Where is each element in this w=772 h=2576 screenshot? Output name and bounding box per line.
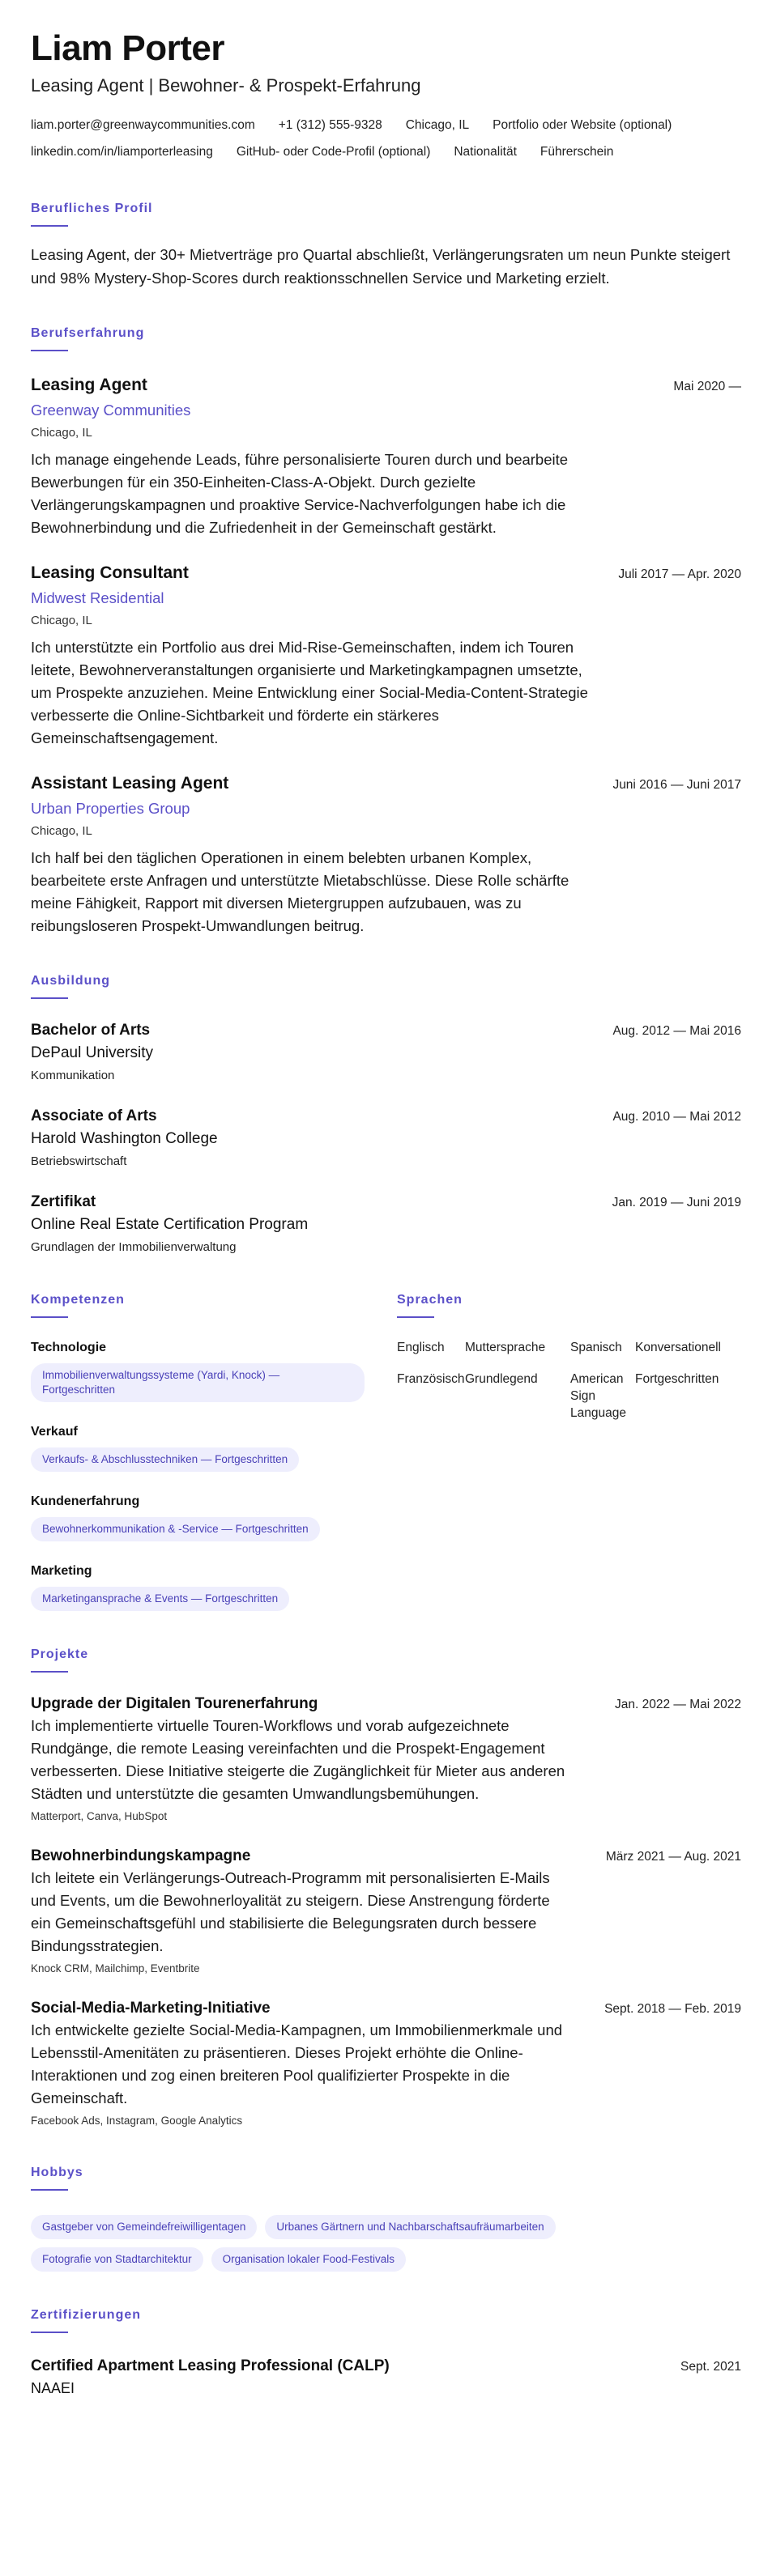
- skill-group: [31, 1423, 397, 1472]
- section-title-projects: Projekte: [31, 1647, 89, 1661]
- job-company: Midwest Residential: [31, 589, 164, 606]
- contact-nationality: Nationalität: [454, 145, 517, 159]
- candidate-headline: Leasing Agent | Bewohner- & Prospekt-Erfahrung: [31, 75, 421, 96]
- skill-group: [31, 1562, 397, 1611]
- languages-section: [397, 1292, 741, 1611]
- section-title-hobbies: Hobbys: [31, 2166, 83, 2179]
- hobby-pill: Organisation lokaler Food-Festivals: [211, 2247, 406, 2272]
- language-name: Französisch: [397, 1372, 465, 1386]
- hobby-list: [31, 2207, 646, 2272]
- section-divider: [31, 1671, 68, 1673]
- hobbies-section: [31, 2165, 741, 2272]
- skill-category: Verkauf: [31, 1425, 78, 1439]
- education-entry: [31, 1192, 741, 1256]
- skill-category: Marketing: [31, 1564, 92, 1578]
- contact-linkedin[interactable]: linkedin.com/in/liamporterleasing: [31, 145, 213, 159]
- job-location: Chicago, IL: [31, 824, 92, 838]
- job-dates: Mai 2020 —: [673, 380, 741, 393]
- job-entry: [31, 562, 741, 750]
- hobby-pill: Urbanes Gärtnern und Nachbarschaftsaufräumarbeiten: [265, 2215, 555, 2239]
- language-level: Fortgeschritten: [635, 1372, 719, 1386]
- education-section: [31, 973, 741, 1256]
- section-divider: [31, 997, 68, 999]
- project-entry: [31, 1998, 741, 2129]
- education-degree: Zertifikat: [31, 1193, 96, 1210]
- skills-languages-row: [31, 1292, 741, 1611]
- skill-category: Technologie: [31, 1341, 107, 1354]
- language-name: Spanisch: [570, 1341, 622, 1354]
- language-level: Grundlegend: [465, 1372, 538, 1386]
- contact-github[interactable]: GitHub- oder Code-Profil (optional): [236, 145, 431, 159]
- education-field: Grundlagen der Immobilienverwaltung: [31, 1240, 237, 1254]
- project-entry: [31, 1846, 741, 1977]
- job-company: Urban Properties Group: [31, 800, 190, 817]
- skill-group: [31, 1339, 397, 1402]
- education-degree: Associate of Arts: [31, 1107, 157, 1124]
- job-title: Assistant Leasing Agent: [31, 774, 229, 793]
- section-divider: [31, 350, 68, 351]
- project-dates: März 2021 — Aug. 2021: [605, 1850, 741, 1864]
- project-dates: Jan. 2022 — Mai 2022: [615, 1698, 741, 1711]
- job-entry: [31, 374, 741, 539]
- section-title-languages: Sprachen: [397, 1293, 463, 1307]
- contact-phone[interactable]: +1 (312) 555-9328: [278, 118, 382, 132]
- education-school: DePaul University: [31, 1044, 153, 1061]
- section-title-skills: Kompetenzen: [31, 1293, 125, 1307]
- section-title-education: Ausbildung: [31, 974, 110, 988]
- skill-pill: Bewohnerkommunikation & -Service — Fortgeschritten: [31, 1517, 320, 1541]
- language-level: Muttersprache: [465, 1341, 546, 1354]
- certification-entry: [31, 2356, 741, 2398]
- education-field: Kommunikation: [31, 1069, 115, 1082]
- job-description: Ich unterstützte ein Portfolio aus drei Mid-Rise-Gemeinschaften, indem ich Touren leitete, Bewohnerveranstaltungen organisierte und Marketingkampagnen umsetzte, um Prospekte anzuziehen. Meine Entwicklung einer Social-Media-Content-Strategie verbesserte die Online-Sichtbarkeit und förderte ein stärkeres Gemeinschaftsengagement.: [31, 639, 588, 746]
- job-title: Leasing Agent: [31, 376, 147, 394]
- certification-date: Sept. 2021: [680, 2360, 741, 2374]
- resume-header: [31, 28, 741, 165]
- project-title: Bewohnerbindungskampagne: [31, 1847, 251, 1864]
- hobby-pill: Gastgeber von Gemeindefreiwilligentagen: [31, 2215, 257, 2239]
- section-divider: [31, 2189, 68, 2191]
- candidate-name: Liam Porter: [31, 28, 225, 68]
- skill-pill: Verkaufs- & Abschlusstechniken — Fortgeschritten: [31, 1447, 299, 1472]
- project-title: Social-Media-Marketing-Initiative: [31, 2000, 271, 2017]
- contact-list: [31, 112, 741, 165]
- section-divider: [31, 225, 68, 227]
- project-tools: Facebook Ads, Instagram, Google Analytics: [31, 2115, 243, 2127]
- job-dates: Juni 2016 — Juni 2017: [612, 778, 741, 792]
- project-description: Ich leitete ein Verlängerungs-Outreach-Programm mit personalisierten E-Mails und Events, um die Bewohnerloyalität zu steigern. Diese Anstrengung förderte ein Gemeinschaftsgefühl und stabilisierte die Belegungsraten durch bessere Bindungsstrategien.: [31, 1869, 550, 1954]
- projects-section: [31, 1647, 741, 2129]
- job-location: Chicago, IL: [31, 614, 92, 627]
- skill-group: [31, 1493, 397, 1541]
- contact-location: Chicago, IL: [405, 118, 470, 132]
- language-list: [397, 1339, 741, 1422]
- job-company: Greenway Communities: [31, 402, 191, 419]
- project-title: Upgrade der Digitalen Tourenerfahrung: [31, 1695, 318, 1712]
- language-level: Konversationell: [635, 1341, 721, 1354]
- section-divider: [397, 1316, 434, 1318]
- certification-org: NAAEI: [31, 2380, 75, 2396]
- job-entry: [31, 772, 741, 937]
- education-degree: Bachelor of Arts: [31, 1022, 151, 1039]
- section-divider: [31, 2332, 68, 2333]
- job-location: Chicago, IL: [31, 426, 92, 440]
- education-school: Online Real Estate Certification Program: [31, 1216, 309, 1233]
- project-description: Ich entwickelte gezielte Social-Media-Kampagnen, um Immobilienmerkmale und Lebensstil-Amenitäten zu präsentieren. Dieses Projekt erhöhte die Online-Interaktionen und zog einen breiteren Pool qualifizierter Prospekte in die Gemeinschaft.: [31, 2021, 563, 2106]
- education-entry: [31, 1020, 741, 1085]
- skill-category: Kundenerfahrung: [31, 1494, 140, 1508]
- project-entry: [31, 1694, 741, 1825]
- project-tools: Matterport, Canva, HubSpot: [31, 1810, 168, 1822]
- language-name: American Sign Language: [570, 1372, 626, 1420]
- section-divider: [31, 1316, 68, 1318]
- education-school: Harold Washington College: [31, 1130, 218, 1147]
- profile-section: [31, 201, 741, 290]
- experience-section: [31, 325, 741, 937]
- job-description: Ich manage eingehende Leads, führe personalisierte Touren durch und bearbeite Bewerbungen für ein 350-Einheiten-Class-A-Objekt. Durch gezielte Verlängerungskampagnen und proaktive Service-Nachverfolgungen habe ich die Bewohnerbindung und die Zufriedenheit in der Gemeinschaft gestärkt.: [31, 451, 569, 536]
- contact-drivers-license: Führerschein: [540, 145, 614, 159]
- language-name: Englisch: [397, 1341, 445, 1354]
- education-dates: Aug. 2012 — Mai 2016: [612, 1024, 741, 1038]
- skills-section: [31, 1292, 397, 1611]
- project-tools: Knock CRM, Mailchimp, Eventbrite: [31, 1962, 200, 1975]
- hobby-pill: Fotografie von Stadtarchitektur: [31, 2247, 203, 2272]
- section-title-experience: Berufserfahrung: [31, 326, 145, 340]
- certification-title: Certified Apartment Leasing Professional (CALP): [31, 2357, 390, 2374]
- education-dates: Aug. 2010 — Mai 2012: [612, 1110, 741, 1124]
- contact-portfolio[interactable]: Portfolio oder Website (optional): [493, 118, 672, 132]
- project-description: Ich implementierte virtuelle Touren-Workflows und vorab aufgezeichnete Rundgänge, die remote Leasing vereinfachten und die Prospekt-Engagement verbesserten. Diese Initiative steigerte die Zugänglichkeit für Mieter aus anderen Städten und unterstützte die gesamten Umwandlungsbemühungen.: [31, 1717, 565, 1802]
- section-title-profile: Berufliches Profil: [31, 202, 153, 215]
- skill-pill: Immobilienverwaltungssysteme (Yardi, Knock) — Fortgeschritten: [31, 1363, 365, 1402]
- job-title: Leasing Consultant: [31, 563, 189, 582]
- education-dates: Jan. 2019 — Juni 2019: [612, 1196, 741, 1209]
- education-field: Betriebswirtschaft: [31, 1154, 127, 1168]
- skill-pill: Marketingansprache & Events — Fortgeschritten: [31, 1587, 289, 1611]
- profile-summary: Leasing Agent, der 30+ Mietverträge pro Quartal abschließt, Verlängerungsraten um neun Punkte steigert und 98% Mystery-Shop-Scores durch reaktionsschnellen Service und Marketing erzielt.: [31, 246, 731, 287]
- contact-email[interactable]: liam.porter@greenwaycommunities.com: [31, 118, 255, 132]
- job-description: Ich half bei den täglichen Operationen in einem belebten urbanen Komplex, bearbeitete erste Anfragen und unterstützte Mietabschlüsse. Diese Rolle schärfte meine Fähigkeit, Rapport mit diversen Mietergruppen aufzubauen, was zu reibungsloseren Prospekt-Umwandlungen beitrug.: [31, 849, 569, 934]
- project-dates: Sept. 2018 — Feb. 2019: [604, 2002, 741, 2016]
- section-title-certifications: Zertifizierungen: [31, 2308, 142, 2322]
- job-dates: Juli 2017 — Apr. 2020: [618, 567, 741, 581]
- certifications-section: [31, 2307, 741, 2398]
- education-entry: [31, 1106, 741, 1171]
